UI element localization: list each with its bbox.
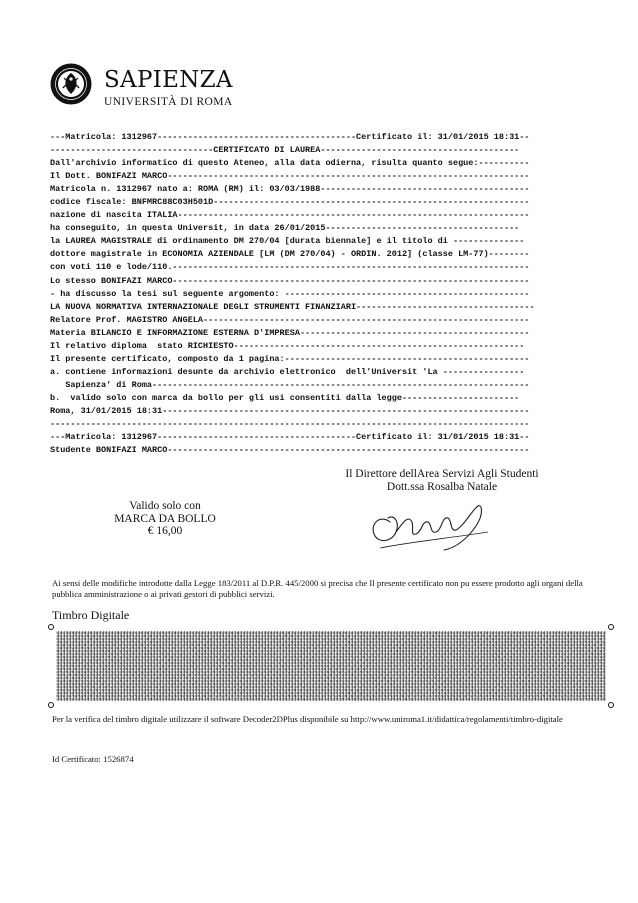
record-line: ---Matricola: 1312967---------------------------------------Certificato il: 31/01/2015 18:31-- [50,432,530,443]
record-line: nazione di nascita ITALIA--------------------------------------------------------------------- [50,210,530,221]
record-line: - ha discusso la tesi sul seguente argomento: ------------------------------------------------ [50,288,530,299]
record-line: codice fiscale: BNFMRC88C03H501D-------------------------------------------------------------- [50,197,530,208]
record-line: Il relativo diploma stato RICHIESTO--------------------------------------------------------- [50,340,525,351]
record-line: Roma, 31/01/2015 18:31------------------------------------------------------------------------ [50,405,530,416]
record-line: ---Matricola: 1312967---------------------------------------Certificato il: 31/01/2015 18:31-- [50,132,530,142]
record-line: Lo stesso BONIFAZI MARCO---------------------------------------------------------------------- [50,275,530,286]
logo-subtitle: UNIVERSITÀ DI ROMA [104,96,233,108]
record-line: dottore magistrale in ECONOMIA AZIENDALE [LM (DM 270/04) - ORDIN. 2012] (classe LM-77)-------- [50,249,530,260]
record-line: Dall'archivio informatico di questo Ateneo, alla data odierna, risulta quanto segue:---------- [50,158,530,169]
record-line: --------------------------------CERTIFICATO DI LAUREA--------------------------------------- [50,145,520,156]
director-name: Dott.ssa Rosalba Natale [386,481,498,493]
record-line: Il Dott. BONIFAZI MARCO----------------------------------------------------------------------- [50,171,530,182]
record-line: ---------------------------------------------------------------------------------------------- [50,419,530,430]
digital-stamp-pattern [56,631,606,701]
revenue-stamp-note [100,500,230,538]
record-line: Materia BILANCIO E INFORMAZIONE ESTERNA D'IMPRESA--------------------------------------------- [50,327,530,338]
stamp-line-1: Valido solo con [129,500,201,512]
stamp-corner-marker [48,624,54,630]
director-title: Il Direttore dellArea Servizi Agli Studenti [345,468,539,480]
certificate-record [50,131,610,457]
record-line: Relatore Prof. MAGISTRO ANGELA---------------------------------------------------------------- [50,314,530,325]
stamp-corner-marker [48,702,54,708]
record-line: Il presente certificato, composto da 1 pagina:------------------------------------------------ [50,353,530,364]
stamp-corner-marker [608,702,614,708]
timbro-title: Timbro Digitale [52,608,130,622]
stamp-corner-marker [608,624,614,630]
record-line: Studente BONIFAZI MARCO----------------------------------------------------------------------- [50,445,530,456]
record-line: la LAUREA MAGISTRALE di ordinamento DM 270/04 [durata biennale] e il titolo di -------------- [50,236,525,247]
digital-stamp [48,624,614,708]
stamp-line-2: MARCA DA BOLLO [114,512,216,525]
record-line: con voti 110 e lode/110.---------------------------------------------------------------------- [50,262,530,273]
record-line: Sapienza' di Roma-------------------------------------------------------------------------- [50,379,530,390]
director-signature-block [312,468,572,494]
record-line: LA NUOVA NORMATIVA INTERNAZIONALE DEGLI STRUMENTI FINANZIARI----------------------------------- [50,301,535,312]
verification-note: Per la verifica del timbro digitale utilizzare il software Decoder2DPlus disponibile su http://www.uniroma1.it/didattica/regolamenti/timbro-digitale [52,714,563,724]
certificate-id: Id Certificato: 1526874 [52,754,134,764]
record-line: a. contiene informazioni desunte da archivio elettronico dell'Universit 'La ---------------- [50,366,525,377]
record-line: Matricola n. 1312967 nato a: ROMA (RM) il: 03/03/1988----------------------------------------- [50,184,530,195]
university-logo [50,63,250,115]
handwritten-signature [360,492,500,554]
logo-name: SAPIENZA [104,67,233,93]
legal-notice: Ai sensi delle modifiche introdotte dalla Legge 183/2011 al D.P.R. 445/2000 si precisa che Il presente certificato non pu essere prodotto agli organi della pubblica amministrazione o ai privati gestori di pubblici servizi. [52,578,583,599]
stamp-line-3: € 16,00 [147,525,183,537]
sapienza-seal-icon [50,63,92,105]
record-line: b. valido solo con marca da bollo per gli usi consentiti dalla legge----------------------- [50,392,520,403]
record-line: ha conseguito, in questa Universit, in data 26/01/2015-------------------------------------- [50,223,520,234]
